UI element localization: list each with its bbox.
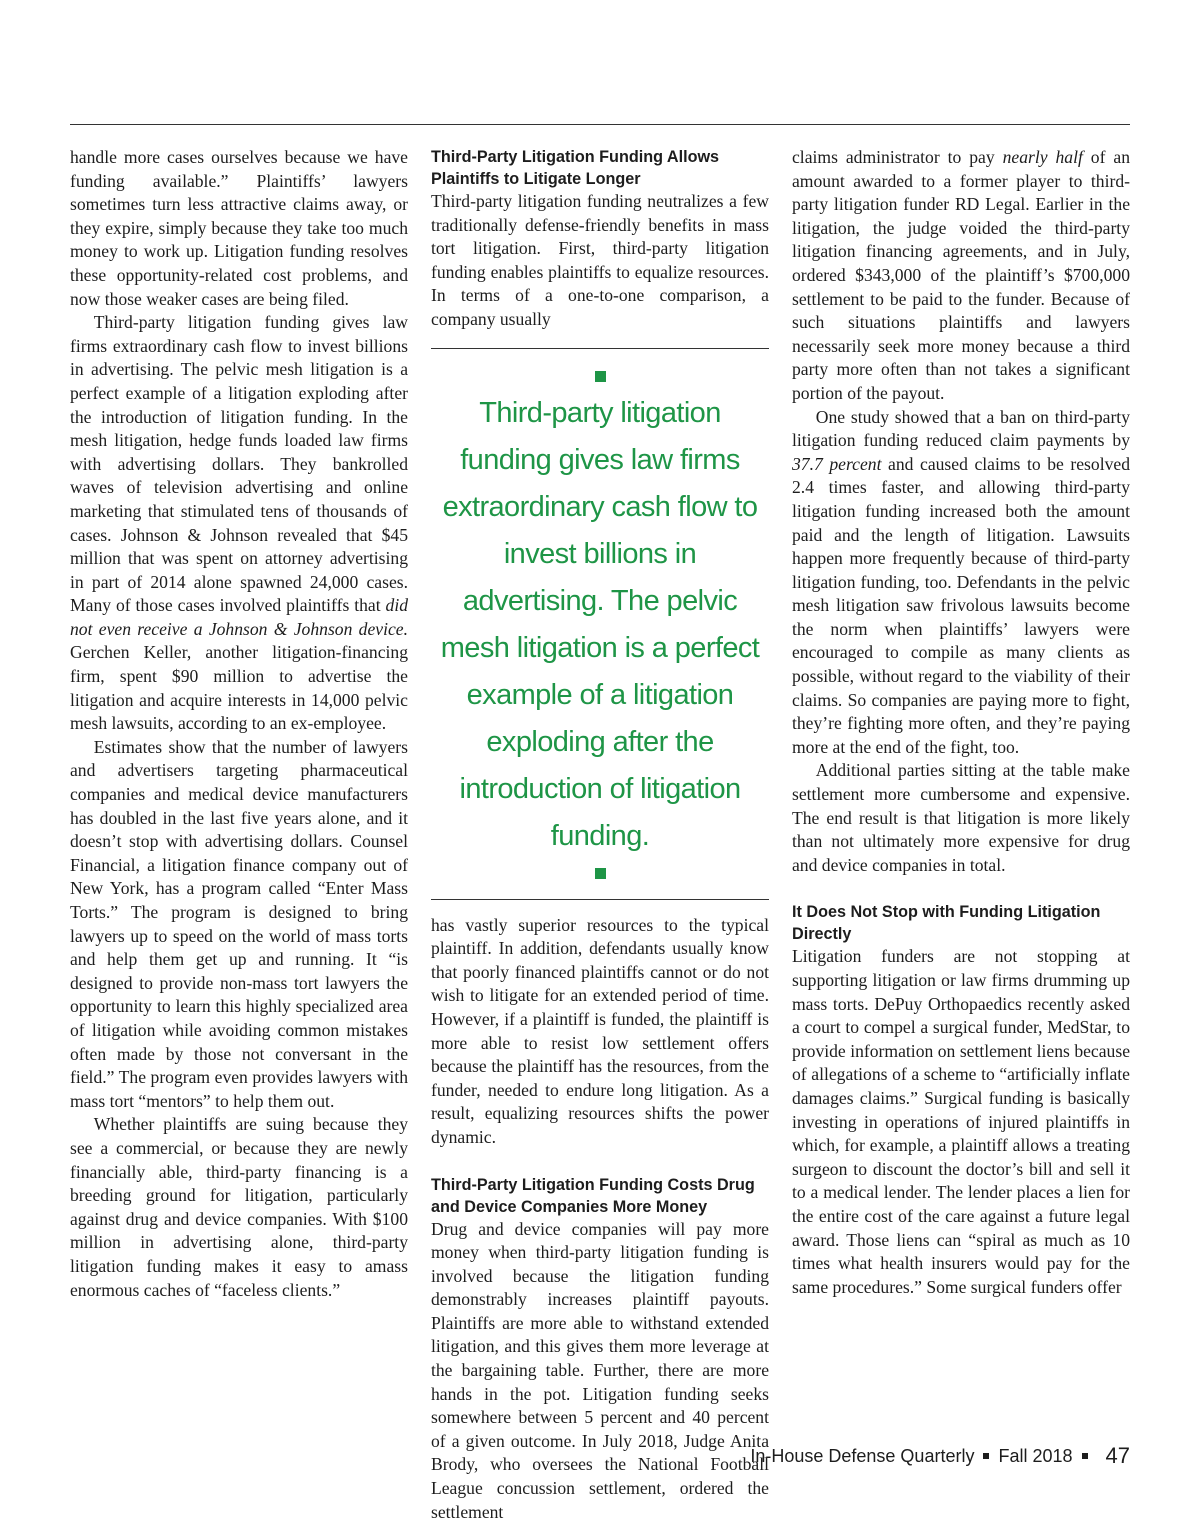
column-3	[792, 146, 1130, 1299]
paragraph: One study showed that a ban on third-party litigation funding reduced claim payments by 37.7 percent and caused claims to be resolved 2.4 times faster, and allowing third-party litigation funding increased both the amount paid and the length of litigation. Lawsuits happen more frequently because of third-party litigation funding, too. Defendants in the pelvic mesh litigation saw frivolous lawsuits become the norm when plaintiffs’ lawyers were encouraged to compile as many clients as possible, without regard to the viability of their claims. So companies are paying more to fight, they’re fighting more often, and they’re paying more at the end of the fight, too.	[792, 406, 1130, 757]
paragraph: handle more cases ourselves because we have funding available.” Plaintiffs’ lawyers sometimes turn less attractive claims away, or they expire, simply because they take too much money to work up. Litigation funding resolves these opportunity-related cost problems, and now those weaker cases are being filed.	[70, 147, 408, 309]
section-heading: Third-Party Litigation Funding Costs Drug and Device Companies More Money	[431, 1175, 755, 1216]
section-heading: Third-Party Litigation Funding Allows Plaintiffs to Litigate Longer	[431, 148, 720, 188]
paragraph: Third-party litigation funding gives law firms extraordinary cash flow to invest billions in advertising. The pelvic mesh litigation is a perfect example of a litigation exploding after the introduction of litigation funding. In the mesh litigation, hedge funds loaded law firms with advertising dollars. They bankrolled waves of television advertising and online marketing that stimulated tens of thousands of cases. Johnson & Johnson revealed that $45 million that was spent on attorney advertising in part of 2014 alone spawned 24,000 cases. Many of those cases involved plaintiffs that did not even receive a Johnson & Johnson device. Gerchen Keller, another litigation-financing firm, spent $90 million to advertise the litigation and acquire interests in 14,000 pelvic mesh lawsuits, according to an ex-employee.	[70, 312, 408, 734]
paragraph: Litigation funders are not stopping at supporting litigation or law firms drumming up mass torts. DePuy Orthopaedics recently asked a court to compel a surgical funder, MedStar, to provide information on settlement liens because of allegations of a scheme to “artificially inflate damages claims.” Surgical funding is basically investing in operations of injured plaintiffs in which, for example, a plaintiff allows a treating surgeon to discount the doctor’s bill and sell it to a medical lender. The lender places a lien for the entire cost of the care against a future legal award. Those liens can “spiral as much as 10 times what health insurers would pay for the same procedures.” Some surgical funders offer	[792, 946, 1130, 1297]
top-rule	[70, 124, 1130, 125]
square-bullet-icon	[595, 371, 606, 382]
page-number: 47	[1105, 1443, 1130, 1468]
square-bullet-icon	[1082, 1453, 1088, 1459]
paragraph: has vastly superior resources to the typical plaintiff. In addition, defendants usually know that poorly financed plaintiffs cannot or do not wish to litigate for an extended period of time. However, if a plaintiff is funded, the plaintiff is more able to resist low settlement offers because the plaintiff has the resources, from the funder, needed to endure long litigation. As a result, equalizing resources shifts the power dynamic.	[431, 914, 769, 1147]
paragraph: Additional parties sitting at the table make settlement more cumbersome and expensive. The end result is that litigation is more likely than not ultimately more expensive for drug and device companies in total.	[792, 760, 1130, 875]
square-bullet-icon	[983, 1453, 989, 1459]
paragraph: Drug and device companies will pay more money when third-party litigation funding is involved because the litigation funding demonstrably increases plaintiff payouts. Plaintiffs are more able to withstand extended litigation, and this gives them more leverage at the bargaining table. Further, there are more hands in the pot. Litigation funding seeks somewhere between 5 percent and 40 percent of a given outcome. In July 2018, Judge Anita Brody, who oversees the National Football League concussion settlement, ordered the settlement	[431, 1218, 769, 1522]
square-bullet-icon	[595, 868, 606, 879]
column-2	[431, 146, 769, 1524]
paragraph: Third-party litigation funding neutralizes a few traditionally defense-friendly benefits in mass tort litigation. First, third-party litigation funding enables plaintiffs to equalize resources. In terms of a one-to-one comparison, a company usually	[431, 191, 769, 329]
pull-quote-text: Third-party litigation funding gives law firms extraordinary cash flow to invest billions in advertising. The pelvic mesh litigation is a perfect example of a litigation exploding after the introduction of litigation funding.	[440, 396, 760, 852]
paragraph: Estimates show that the number of lawyers and advertisers targeting pharmaceutical companies and medical device manufacturers has doubled in the last five years alone, and it doesn’t stop with advertising dollars. Counsel Financial, a litigation finance company out of New York, has a program called “Enter Mass Torts.” The program is designed to bring lawyers up to speed on the world of mass torts and help them get up and running. It “is designed to provide non-mass tort lawyers the opportunity to learn this highly specialized area of litigation while avoiding common mistakes often made by those not conversant in the field.” The program even provides lawyers with mass tort “mentors” to help them out.	[70, 736, 408, 1111]
paragraph: Whether plaintiffs are suing because they see a commercial, or because they are newly financially able, third-party financing is a breeding ground for litigation, particularly against drug and device companies. With $100 million in advertising alone, third-party litigation funding makes it easy to amass enormous caches of “faceless clients.”	[70, 1114, 408, 1300]
section-heading: It Does Not Stop with Funding Litigation Directly	[792, 903, 1101, 944]
page-footer	[750, 1443, 1130, 1469]
publication-name: In-House Defense Quarterly	[750, 1445, 975, 1466]
pull-quote	[431, 348, 769, 900]
column-1	[70, 146, 408, 1302]
paragraph: claims administrator to pay nearly half of an amount awarded to a former player to third-party litigation funder RD Legal. Earlier in the litigation, the judge voided the third-party litigation financing agreements, and in July, ordered $343,000 of the plaintiff’s $700,000 settlement to be paid to the funder. Because of such situations plaintiffs and lawyers necessarily seek more money because a third party more often than not takes a significant portion of the payout.	[792, 147, 1131, 403]
issue-label: Fall 2018	[998, 1445, 1073, 1466]
